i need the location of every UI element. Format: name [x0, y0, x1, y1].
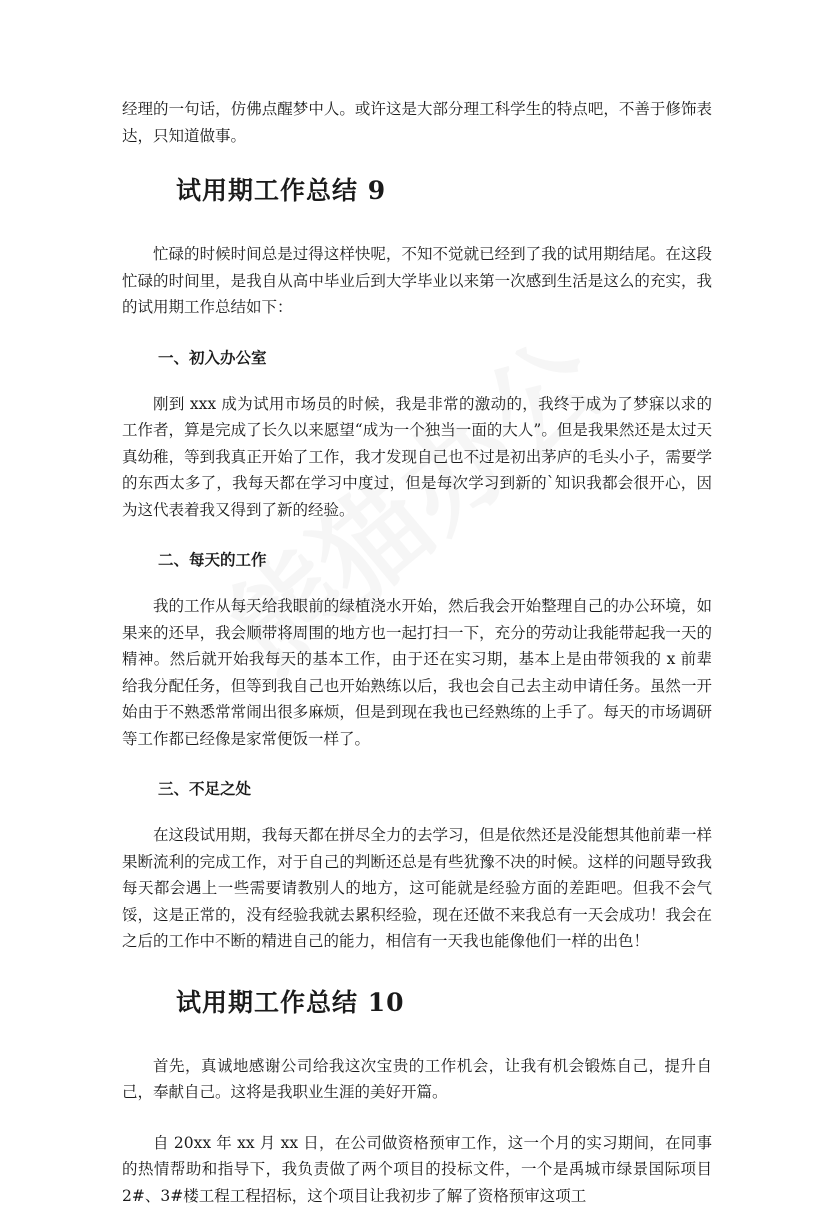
section-body-shortcomings: 在这段试用期，我每天都在拼尽全力的去学习，但是依然还是没能想其他前辈一样果断流利的完成工作，对于自己的判断还总是有些犹豫不决的时候。这样的问题导致我每天都会遇上一些需要请教别人的地方，这可能就是经验方面的差距吧。但我不会气馁，这是正常的，没有经验我就去累积经验，现在还做不来我总有一天会成功！我会在之后的工作中不断的精进自己的能力，相信有一天我也能像他们一样的出色！: [122, 822, 712, 955]
section-heading-office: 一、初入办公室: [158, 345, 712, 371]
intro-continuation: 经理的一句话，仿佛点醒梦中人。或许这是大部分理工科学生的特点吧，不善于修饰表达，只知道做事。: [122, 96, 712, 149]
summary-10-paragraph: 自 20xx 年 xx 月 xx 日，在公司做资格预审工作，这一个月的实习期间，在同事的热情帮助和指导下，我负责做了两个项目的投标文件，一个是禹城市绿景国际项目 2#、3#楼工程工程招标，这个项目让我初步了解了资格预审这项工: [122, 1130, 712, 1209]
section-heading-daily-work: 二、每天的工作: [158, 547, 712, 573]
section-body-office: 刚到 xxx 成为试用市场员的时候，我是非常的激动的，我终于成为了梦寐以求的工作者，算是完成了长久以来愿望“成为一个独当一面的大人”。但是我果然还是太过天真幼稚，等到我真正开始了工作，我才发现自己也不过是初出茅庐的毛头小子，需要学的东西太多了，我每天都在学习中度过，但是每次学习到新的`知识我都会很开心，因为这代表着我又得到了新的经验。: [122, 391, 712, 524]
document-page: [122, 96, 712, 1209]
summary-9-opening: 忙碌的时候时间总是过得这样快呢，不知不觉就已经到了我的试用期结尾。在这段忙碌的时间里，是我自从高中毕业后到大学毕业以来第一次感到生活是这么的充实，我的试用期工作总结如下：: [122, 241, 712, 321]
summary-9-title: 试用期工作总结 9: [176, 171, 712, 211]
section-heading-shortcomings: 三、不足之处: [158, 776, 712, 802]
summary-10-paragraph: 首先，真诚地感谢公司给我这次宝贵的工作机会，让我有机会锻炼自己，提升自己，奉献自己。这将是我职业生涯的美好开篇。: [122, 1053, 712, 1106]
summary-10-title: 试用期工作总结 10: [176, 983, 712, 1023]
section-body-daily-work: 我的工作从每天给我眼前的绿植浇水开始，然后我会开始整理自己的办公环境，如果来的还早，我会顺带将周围的地方也一起打扫一下，充分的劳动让我能带起我一天的精神。然后就开始我每天的基本工作，由于还在实习期，基本上是由带领我的 x 前辈给我分配任务，但等到我自己也开始熟练以后，我也会自己去主动申请任务。虽然一开始由于不熟悉常常闹出很多麻烦，但是到现在我也已经熟练的上手了。每天的市场调研等工作都已经像是家常便饭一样了。: [122, 593, 712, 752]
